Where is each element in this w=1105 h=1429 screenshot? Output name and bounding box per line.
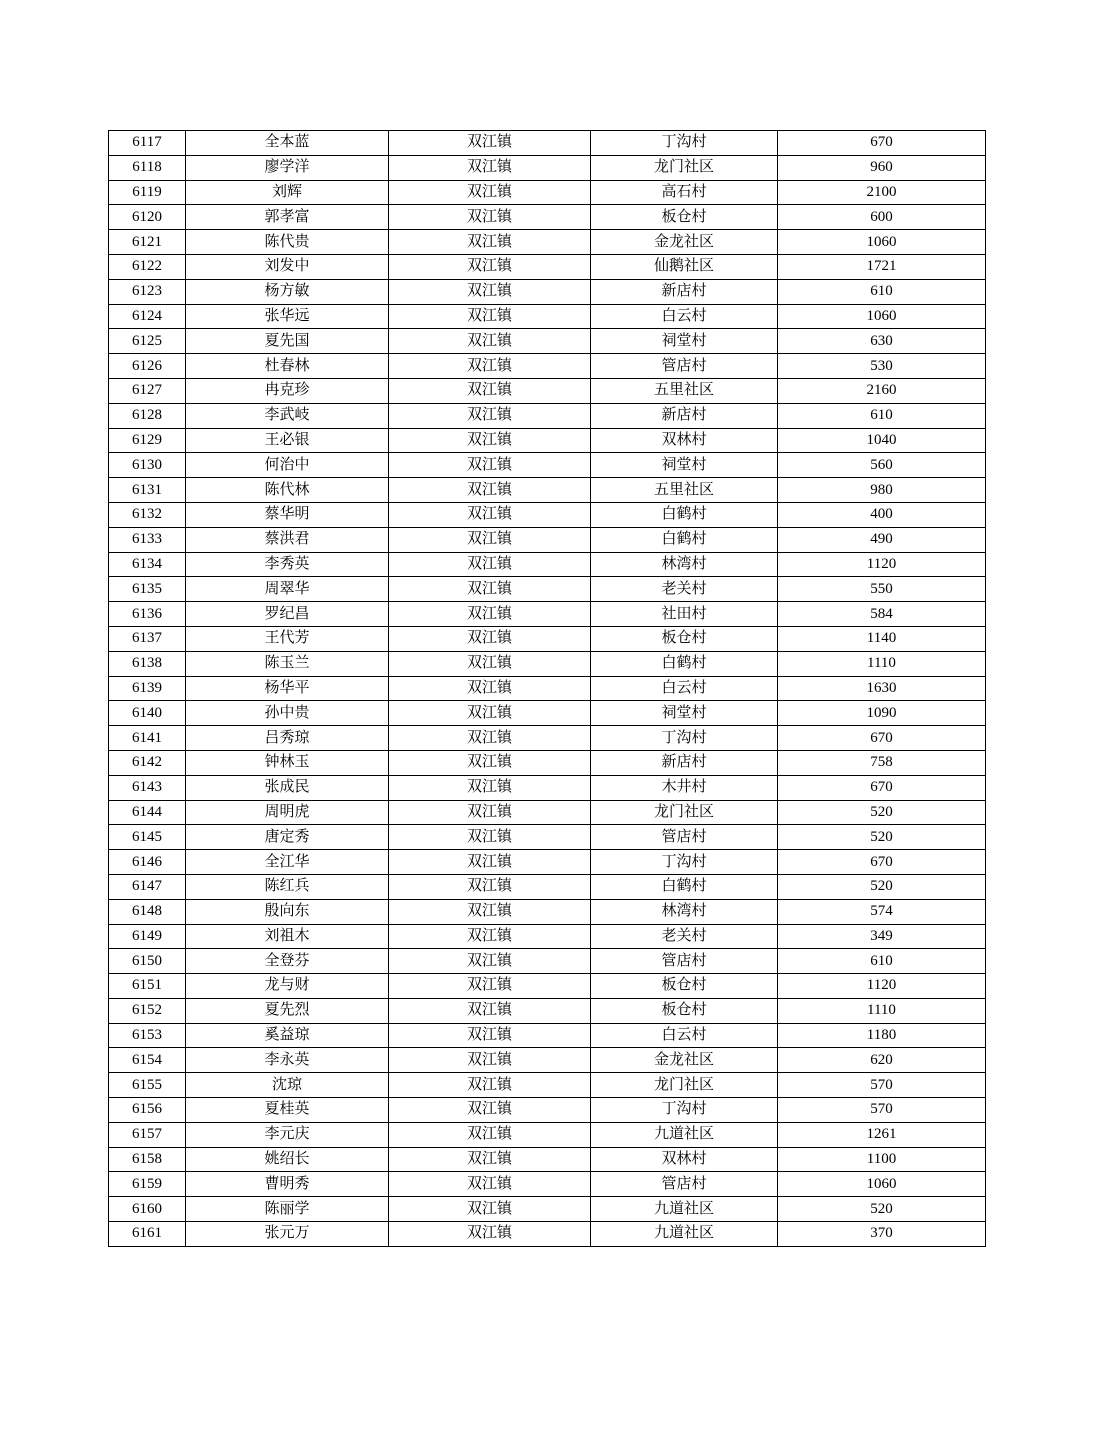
cell-id: 6131 xyxy=(109,478,186,503)
table-row xyxy=(109,1023,986,1048)
table-row xyxy=(109,502,986,527)
cell-amount: 670 xyxy=(778,850,986,875)
cell-amount: 1120 xyxy=(778,974,986,999)
data-table xyxy=(108,130,986,1247)
cell-name: 李永英 xyxy=(186,1048,389,1073)
cell-amount: 758 xyxy=(778,750,986,775)
cell-id: 6143 xyxy=(109,775,186,800)
cell-town: 双江镇 xyxy=(389,131,591,156)
cell-town: 双江镇 xyxy=(389,577,591,602)
cell-amount: 584 xyxy=(778,602,986,627)
cell-town: 双江镇 xyxy=(389,1222,591,1247)
cell-town: 双江镇 xyxy=(389,602,591,627)
table-row xyxy=(109,825,986,850)
table-row xyxy=(109,1122,986,1147)
cell-id: 6145 xyxy=(109,825,186,850)
cell-amount: 1120 xyxy=(778,552,986,577)
cell-id: 6159 xyxy=(109,1172,186,1197)
table-row xyxy=(109,651,986,676)
cell-town: 双江镇 xyxy=(389,974,591,999)
cell-town: 双江镇 xyxy=(389,502,591,527)
cell-village: 祠堂村 xyxy=(591,329,778,354)
cell-town: 双江镇 xyxy=(389,354,591,379)
cell-amount: 610 xyxy=(778,949,986,974)
cell-amount: 610 xyxy=(778,403,986,428)
cell-id: 6149 xyxy=(109,924,186,949)
table-row xyxy=(109,403,986,428)
cell-name: 王代芳 xyxy=(186,626,389,651)
cell-village: 林湾村 xyxy=(591,552,778,577)
cell-town: 双江镇 xyxy=(389,453,591,478)
cell-village: 新店村 xyxy=(591,750,778,775)
cell-amount: 1060 xyxy=(778,1172,986,1197)
cell-name: 全登芬 xyxy=(186,949,389,974)
cell-name: 罗纪昌 xyxy=(186,602,389,627)
cell-id: 6158 xyxy=(109,1147,186,1172)
cell-town: 双江镇 xyxy=(389,329,591,354)
cell-name: 张成民 xyxy=(186,775,389,800)
cell-amount: 1090 xyxy=(778,701,986,726)
cell-name: 夏先烈 xyxy=(186,998,389,1023)
table-row xyxy=(109,775,986,800)
cell-id: 6137 xyxy=(109,626,186,651)
table-row xyxy=(109,279,986,304)
cell-name: 杜春林 xyxy=(186,354,389,379)
cell-town: 双江镇 xyxy=(389,825,591,850)
cell-town: 双江镇 xyxy=(389,651,591,676)
cell-town: 双江镇 xyxy=(389,775,591,800)
cell-village: 新店村 xyxy=(591,403,778,428)
cell-village: 九道社区 xyxy=(591,1122,778,1147)
table-row xyxy=(109,428,986,453)
table-row xyxy=(109,1073,986,1098)
cell-amount: 1110 xyxy=(778,651,986,676)
cell-village: 丁沟村 xyxy=(591,131,778,156)
cell-town: 双江镇 xyxy=(389,428,591,453)
cell-village: 白云村 xyxy=(591,304,778,329)
cell-id: 6135 xyxy=(109,577,186,602)
cell-amount: 349 xyxy=(778,924,986,949)
cell-id: 6151 xyxy=(109,974,186,999)
cell-name: 陈丽学 xyxy=(186,1197,389,1222)
table-row xyxy=(109,1197,986,1222)
cell-id: 6160 xyxy=(109,1197,186,1222)
cell-name: 何治中 xyxy=(186,453,389,478)
table-row xyxy=(109,378,986,403)
cell-id: 6152 xyxy=(109,998,186,1023)
cell-amount: 574 xyxy=(778,899,986,924)
cell-amount: 400 xyxy=(778,502,986,527)
cell-id: 6124 xyxy=(109,304,186,329)
cell-amount: 670 xyxy=(778,775,986,800)
cell-id: 6120 xyxy=(109,205,186,230)
cell-village: 龙门社区 xyxy=(591,155,778,180)
cell-name: 蔡洪君 xyxy=(186,527,389,552)
cell-amount: 370 xyxy=(778,1222,986,1247)
cell-town: 双江镇 xyxy=(389,676,591,701)
table-row xyxy=(109,155,986,180)
cell-amount: 2160 xyxy=(778,378,986,403)
cell-town: 双江镇 xyxy=(389,701,591,726)
cell-name: 夏先国 xyxy=(186,329,389,354)
table-row xyxy=(109,750,986,775)
cell-name: 刘祖木 xyxy=(186,924,389,949)
cell-amount: 570 xyxy=(778,1073,986,1098)
cell-village: 白云村 xyxy=(591,1023,778,1048)
cell-id: 6125 xyxy=(109,329,186,354)
cell-id: 6132 xyxy=(109,502,186,527)
cell-village: 老关村 xyxy=(591,924,778,949)
table-row xyxy=(109,676,986,701)
cell-id: 6140 xyxy=(109,701,186,726)
cell-name: 张华远 xyxy=(186,304,389,329)
cell-town: 双江镇 xyxy=(389,230,591,255)
cell-village: 九道社区 xyxy=(591,1222,778,1247)
table-body xyxy=(109,131,986,1247)
cell-name: 廖学洋 xyxy=(186,155,389,180)
table-row xyxy=(109,850,986,875)
cell-village: 五里社区 xyxy=(591,378,778,403)
cell-id: 6150 xyxy=(109,949,186,974)
cell-name: 王必银 xyxy=(186,428,389,453)
cell-name: 张元万 xyxy=(186,1222,389,1247)
cell-amount: 530 xyxy=(778,354,986,379)
table-row xyxy=(109,1147,986,1172)
cell-id: 6138 xyxy=(109,651,186,676)
cell-id: 6121 xyxy=(109,230,186,255)
cell-amount: 610 xyxy=(778,279,986,304)
table-row xyxy=(109,205,986,230)
table-row xyxy=(109,552,986,577)
cell-village: 九道社区 xyxy=(591,1197,778,1222)
cell-id: 6144 xyxy=(109,800,186,825)
cell-village: 丁沟村 xyxy=(591,726,778,751)
cell-name: 全江华 xyxy=(186,850,389,875)
table-row xyxy=(109,453,986,478)
cell-amount: 1040 xyxy=(778,428,986,453)
cell-village: 祠堂村 xyxy=(591,701,778,726)
cell-village: 白鹤村 xyxy=(591,874,778,899)
cell-name: 陈玉兰 xyxy=(186,651,389,676)
cell-name: 钟林玉 xyxy=(186,750,389,775)
cell-id: 6139 xyxy=(109,676,186,701)
cell-amount: 1630 xyxy=(778,676,986,701)
cell-amount: 570 xyxy=(778,1098,986,1123)
cell-village: 白鹤村 xyxy=(591,651,778,676)
cell-name: 李武岐 xyxy=(186,403,389,428)
cell-id: 6126 xyxy=(109,354,186,379)
cell-name: 全本蓝 xyxy=(186,131,389,156)
cell-amount: 1060 xyxy=(778,304,986,329)
cell-village: 龙门社区 xyxy=(591,800,778,825)
cell-id: 6130 xyxy=(109,453,186,478)
cell-id: 6134 xyxy=(109,552,186,577)
cell-village: 金龙社区 xyxy=(591,1048,778,1073)
cell-town: 双江镇 xyxy=(389,924,591,949)
table-row xyxy=(109,602,986,627)
cell-village: 板仓村 xyxy=(591,626,778,651)
cell-town: 双江镇 xyxy=(389,180,591,205)
cell-name: 李元庆 xyxy=(186,1122,389,1147)
cell-amount: 1060 xyxy=(778,230,986,255)
cell-id: 6118 xyxy=(109,155,186,180)
cell-name: 唐定秀 xyxy=(186,825,389,850)
cell-amount: 670 xyxy=(778,726,986,751)
cell-village: 龙门社区 xyxy=(591,1073,778,1098)
cell-town: 双江镇 xyxy=(389,403,591,428)
cell-amount: 670 xyxy=(778,131,986,156)
cell-amount: 520 xyxy=(778,1197,986,1222)
table-row xyxy=(109,998,986,1023)
cell-id: 6136 xyxy=(109,602,186,627)
cell-town: 双江镇 xyxy=(389,279,591,304)
cell-name: 沈琼 xyxy=(186,1073,389,1098)
cell-amount: 1721 xyxy=(778,254,986,279)
cell-town: 双江镇 xyxy=(389,1172,591,1197)
cell-amount: 490 xyxy=(778,527,986,552)
table-row xyxy=(109,527,986,552)
table-row xyxy=(109,726,986,751)
cell-amount: 1100 xyxy=(778,1147,986,1172)
cell-amount: 600 xyxy=(778,205,986,230)
table-row xyxy=(109,304,986,329)
cell-name: 夏桂英 xyxy=(186,1098,389,1123)
cell-town: 双江镇 xyxy=(389,378,591,403)
cell-name: 陈代林 xyxy=(186,478,389,503)
table-row xyxy=(109,949,986,974)
cell-town: 双江镇 xyxy=(389,254,591,279)
cell-town: 双江镇 xyxy=(389,726,591,751)
table-row xyxy=(109,354,986,379)
cell-name: 刘辉 xyxy=(186,180,389,205)
table-row xyxy=(109,180,986,205)
cell-id: 6157 xyxy=(109,1122,186,1147)
cell-village: 老关村 xyxy=(591,577,778,602)
table-row xyxy=(109,478,986,503)
cell-name: 杨方敏 xyxy=(186,279,389,304)
cell-id: 6146 xyxy=(109,850,186,875)
cell-village: 双林村 xyxy=(591,428,778,453)
table-row xyxy=(109,974,986,999)
cell-id: 6133 xyxy=(109,527,186,552)
cell-village: 管店村 xyxy=(591,825,778,850)
cell-village: 林湾村 xyxy=(591,899,778,924)
cell-id: 6117 xyxy=(109,131,186,156)
cell-town: 双江镇 xyxy=(389,800,591,825)
cell-village: 仙鹅社区 xyxy=(591,254,778,279)
table-row xyxy=(109,1098,986,1123)
cell-village: 板仓村 xyxy=(591,974,778,999)
cell-village: 社田村 xyxy=(591,602,778,627)
table-row xyxy=(109,131,986,156)
cell-town: 双江镇 xyxy=(389,850,591,875)
cell-village: 白鹤村 xyxy=(591,527,778,552)
cell-town: 双江镇 xyxy=(389,155,591,180)
cell-town: 双江镇 xyxy=(389,1147,591,1172)
cell-id: 6155 xyxy=(109,1073,186,1098)
cell-village: 双林村 xyxy=(591,1147,778,1172)
cell-village: 管店村 xyxy=(591,949,778,974)
cell-name: 姚绍长 xyxy=(186,1147,389,1172)
table-row xyxy=(109,329,986,354)
cell-name: 殷向东 xyxy=(186,899,389,924)
cell-village: 祠堂村 xyxy=(591,453,778,478)
table-row xyxy=(109,254,986,279)
cell-town: 双江镇 xyxy=(389,998,591,1023)
cell-id: 6147 xyxy=(109,874,186,899)
cell-name: 周明虎 xyxy=(186,800,389,825)
cell-amount: 2100 xyxy=(778,180,986,205)
cell-id: 6127 xyxy=(109,378,186,403)
cell-amount: 520 xyxy=(778,800,986,825)
cell-id: 6141 xyxy=(109,726,186,751)
cell-name: 吕秀琼 xyxy=(186,726,389,751)
cell-name: 陈代贵 xyxy=(186,230,389,255)
cell-town: 双江镇 xyxy=(389,1197,591,1222)
cell-name: 李秀英 xyxy=(186,552,389,577)
cell-town: 双江镇 xyxy=(389,949,591,974)
cell-id: 6123 xyxy=(109,279,186,304)
cell-amount: 630 xyxy=(778,329,986,354)
table-row xyxy=(109,230,986,255)
cell-id: 6128 xyxy=(109,403,186,428)
cell-town: 双江镇 xyxy=(389,478,591,503)
table-row xyxy=(109,1048,986,1073)
cell-id: 6142 xyxy=(109,750,186,775)
cell-amount: 560 xyxy=(778,453,986,478)
cell-amount: 1140 xyxy=(778,626,986,651)
cell-village: 白云村 xyxy=(591,676,778,701)
cell-town: 双江镇 xyxy=(389,1023,591,1048)
cell-name: 刘发中 xyxy=(186,254,389,279)
cell-id: 6154 xyxy=(109,1048,186,1073)
cell-name: 孙中贵 xyxy=(186,701,389,726)
cell-village: 丁沟村 xyxy=(591,1098,778,1123)
table-row xyxy=(109,1222,986,1247)
cell-town: 双江镇 xyxy=(389,1122,591,1147)
cell-town: 双江镇 xyxy=(389,874,591,899)
cell-id: 6156 xyxy=(109,1098,186,1123)
cell-amount: 1180 xyxy=(778,1023,986,1048)
table-row xyxy=(109,800,986,825)
cell-village: 丁沟村 xyxy=(591,850,778,875)
cell-amount: 980 xyxy=(778,478,986,503)
cell-town: 双江镇 xyxy=(389,1073,591,1098)
cell-name: 陈红兵 xyxy=(186,874,389,899)
table-row xyxy=(109,924,986,949)
cell-name: 周翠华 xyxy=(186,577,389,602)
cell-name: 曹明秀 xyxy=(186,1172,389,1197)
cell-name: 蔡华明 xyxy=(186,502,389,527)
cell-village: 木井村 xyxy=(591,775,778,800)
cell-town: 双江镇 xyxy=(389,1048,591,1073)
cell-town: 双江镇 xyxy=(389,1098,591,1123)
cell-id: 6161 xyxy=(109,1222,186,1247)
cell-town: 双江镇 xyxy=(389,205,591,230)
cell-town: 双江镇 xyxy=(389,552,591,577)
cell-town: 双江镇 xyxy=(389,626,591,651)
cell-amount: 960 xyxy=(778,155,986,180)
cell-amount: 1261 xyxy=(778,1122,986,1147)
table-row xyxy=(109,577,986,602)
cell-id: 6122 xyxy=(109,254,186,279)
cell-id: 6119 xyxy=(109,180,186,205)
cell-name: 冉克珍 xyxy=(186,378,389,403)
table-row xyxy=(109,874,986,899)
cell-id: 6129 xyxy=(109,428,186,453)
cell-amount: 520 xyxy=(778,874,986,899)
cell-name: 郭孝富 xyxy=(186,205,389,230)
cell-village: 管店村 xyxy=(591,354,778,379)
table-row xyxy=(109,899,986,924)
cell-amount: 1110 xyxy=(778,998,986,1023)
table-row xyxy=(109,701,986,726)
cell-village: 五里社区 xyxy=(591,478,778,503)
cell-id: 6148 xyxy=(109,899,186,924)
cell-village: 板仓村 xyxy=(591,205,778,230)
cell-village: 板仓村 xyxy=(591,998,778,1023)
cell-name: 龙与财 xyxy=(186,974,389,999)
table-row xyxy=(109,1172,986,1197)
cell-name: 奚益琼 xyxy=(186,1023,389,1048)
cell-amount: 550 xyxy=(778,577,986,602)
cell-town: 双江镇 xyxy=(389,750,591,775)
cell-village: 金龙社区 xyxy=(591,230,778,255)
cell-town: 双江镇 xyxy=(389,527,591,552)
cell-name: 杨华平 xyxy=(186,676,389,701)
cell-amount: 620 xyxy=(778,1048,986,1073)
cell-village: 新店村 xyxy=(591,279,778,304)
cell-village: 白鹤村 xyxy=(591,502,778,527)
cell-village: 高石村 xyxy=(591,180,778,205)
cell-village: 管店村 xyxy=(591,1172,778,1197)
table-row xyxy=(109,626,986,651)
cell-amount: 520 xyxy=(778,825,986,850)
cell-id: 6153 xyxy=(109,1023,186,1048)
cell-town: 双江镇 xyxy=(389,304,591,329)
cell-town: 双江镇 xyxy=(389,899,591,924)
